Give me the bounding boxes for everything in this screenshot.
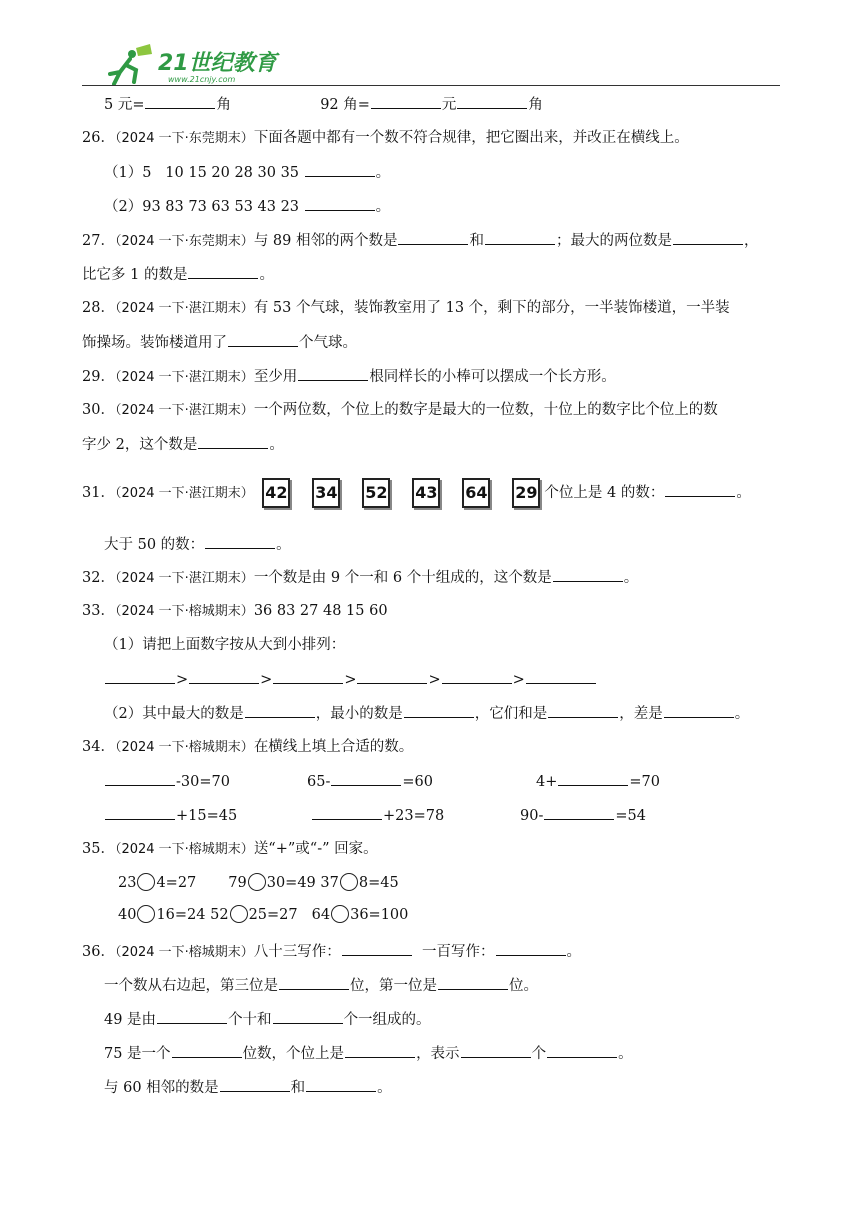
- answer-blank[interactable]: [342, 940, 412, 956]
- q34-eq5: +23=78: [311, 804, 444, 827]
- number-cards: [262, 478, 540, 508]
- answer-blank[interactable]: [457, 93, 527, 109]
- answer-blank[interactable]: [279, 974, 349, 990]
- answer-blank[interactable]: [442, 668, 512, 684]
- q33-order-row: > > > > >: [104, 668, 597, 691]
- q34-eq6: 90- =54: [520, 804, 646, 827]
- answer-blank[interactable]: [157, 1008, 227, 1024]
- logo: [106, 42, 286, 86]
- q36-line2: 一个数从右边起，第三位是 位，第一位是 位。: [104, 974, 538, 997]
- sign-circle[interactable]: [331, 905, 349, 923]
- question-36: 36．（2024 一下·榕城期末）八十三写作： 一百写作： 。: [82, 940, 581, 964]
- q35-row2: 40 16=24 52 25=27 64 36=100: [118, 907, 409, 923]
- answer-blank[interactable]: [345, 1042, 415, 1058]
- question-32: 32．（2024 一下·湛江期末）一个数是由 9 个一和 6 个十组成的，这个数是 。: [82, 566, 638, 590]
- question-26: 26．（2024 一下·东莞期末）下面各题中都有一个数不符合规律，把它圈出来，并改正在横线上。: [82, 130, 689, 146]
- answer-blank[interactable]: [145, 93, 215, 109]
- answer-blank[interactable]: [306, 1076, 376, 1092]
- answer-blank[interactable]: [673, 229, 743, 245]
- header-divider: [82, 85, 780, 86]
- answer-blank[interactable]: [331, 770, 401, 786]
- q30-line2: 字少 2，这个数是 。: [82, 433, 284, 456]
- answer-blank[interactable]: [461, 1042, 531, 1058]
- q33-sub1: （1）请把上面数字按从大到小排列：: [104, 637, 346, 653]
- sign-circle[interactable]: [137, 905, 155, 923]
- question-28: 28．（2024 一下·湛江期末）有 53 个气球，装饰教室用了 13 个，剩下的部分，一半装饰楼道，一半装: [82, 300, 730, 316]
- q27-line2: 比它多 1 的数是 。: [82, 263, 274, 286]
- answer-blank[interactable]: [665, 481, 735, 497]
- q28-line2: 饰操场。装饰楼道用了 个气球。: [82, 331, 357, 354]
- answer-blank[interactable]: [496, 940, 566, 956]
- q25-row: 5 元= 角 92 角= 元 角: [104, 93, 543, 116]
- logo-sub-text: www.21cnjy.com: [168, 75, 236, 84]
- answer-blank[interactable]: [205, 533, 275, 549]
- answer-blank[interactable]: [485, 229, 555, 245]
- answer-blank[interactable]: [273, 1008, 343, 1024]
- answer-blank[interactable]: [189, 668, 259, 684]
- answer-blank[interactable]: [547, 1042, 617, 1058]
- sign-circle[interactable]: [230, 905, 248, 923]
- sign-circle[interactable]: [340, 873, 358, 891]
- answer-blank[interactable]: [398, 229, 468, 245]
- number-card: 64: [462, 478, 490, 508]
- answer-blank[interactable]: [664, 702, 734, 718]
- q34-eq1: -30=70: [104, 770, 230, 793]
- answer-blank[interactable]: [305, 195, 375, 211]
- answer-blank[interactable]: [105, 668, 175, 684]
- number-card: 29: [512, 478, 540, 508]
- answer-blank[interactable]: [357, 668, 427, 684]
- sign-circle[interactable]: [248, 873, 266, 891]
- answer-blank[interactable]: [172, 1042, 242, 1058]
- answer-blank[interactable]: [526, 668, 596, 684]
- number-card: 42: [262, 478, 290, 508]
- answer-blank[interactable]: [404, 702, 474, 718]
- answer-blank[interactable]: [245, 702, 315, 718]
- q35-row1: 23 4=27 79 30=49 37 8=45: [118, 875, 399, 891]
- number-card: 43: [412, 478, 440, 508]
- page-header: [82, 38, 780, 86]
- q36-line4: 75 是一个 位数，个位上是 ，表示 个 。: [104, 1042, 633, 1065]
- answer-blank[interactable]: [105, 804, 175, 820]
- answer-blank[interactable]: [312, 804, 382, 820]
- question-35: 35．（2024 一下·榕城期末）送“+”或“-” 回家。: [82, 841, 378, 857]
- answer-blank[interactable]: [298, 365, 368, 381]
- question-34: 34．（2024 一下·榕城期末）在横线上填上合适的数。: [82, 739, 414, 755]
- q36-line5: 与 60 相邻的数是 和 。: [104, 1076, 392, 1099]
- answer-blank[interactable]: [558, 770, 628, 786]
- answer-blank[interactable]: [273, 668, 343, 684]
- answer-blank[interactable]: [548, 702, 618, 718]
- answer-blank[interactable]: [544, 804, 614, 820]
- answer-blank[interactable]: [105, 770, 175, 786]
- runner-icon: [110, 44, 152, 84]
- q26-sub1: （1）5 10 15 20 28 30 35 。: [104, 161, 390, 184]
- answer-blank[interactable]: [228, 331, 298, 347]
- q26-sub2: （2）93 83 73 63 53 43 23 。: [104, 195, 390, 218]
- answer-blank[interactable]: [188, 263, 258, 279]
- answer-blank[interactable]: [305, 161, 375, 177]
- sign-circle[interactable]: [137, 873, 155, 891]
- question-30: 30．（2024 一下·湛江期末）一个两位数，个位上的数字是最大的一位数，十位上的数字比个位上的数: [82, 402, 718, 418]
- q34-eq4: +15=45: [104, 804, 237, 827]
- answer-blank[interactable]: [553, 566, 623, 582]
- question-27: 27．（2024 一下·东莞期末）与 89 相邻的两个数是 和 ；最大的两位数是 ，: [82, 229, 758, 253]
- answer-blank[interactable]: [438, 974, 508, 990]
- answer-blank[interactable]: [220, 1076, 290, 1092]
- q34-eq3: 4+ =70: [536, 770, 660, 793]
- q31-line2: 大于 50 的数： 。: [104, 533, 291, 556]
- question-33: 33．（2024 一下·榕城期末）36 83 27 48 15 60: [82, 603, 388, 619]
- question-31: 31．（2024 一下·湛江期末） 42 34 52 43 64 29 个位上是 4 的数： 。: [82, 476, 751, 511]
- q33-sub2: （2）其中最大的数是 ，最小的数是 ，它们和是 ，差是 。: [104, 702, 749, 725]
- question-29: 29．（2024 一下·湛江期末）至少用 根同样长的小棒可以摆成一个长方形。: [82, 365, 616, 389]
- answer-blank[interactable]: [371, 93, 441, 109]
- q34-eq2: 65- =60: [307, 770, 433, 793]
- number-card: 52: [362, 478, 390, 508]
- answer-blank[interactable]: [198, 433, 268, 449]
- number-card: 34: [312, 478, 340, 508]
- q36-line3: 49 是由 个十和 个一组成的。: [104, 1008, 431, 1031]
- logo-main-text: 21世纪教育: [158, 51, 277, 76]
